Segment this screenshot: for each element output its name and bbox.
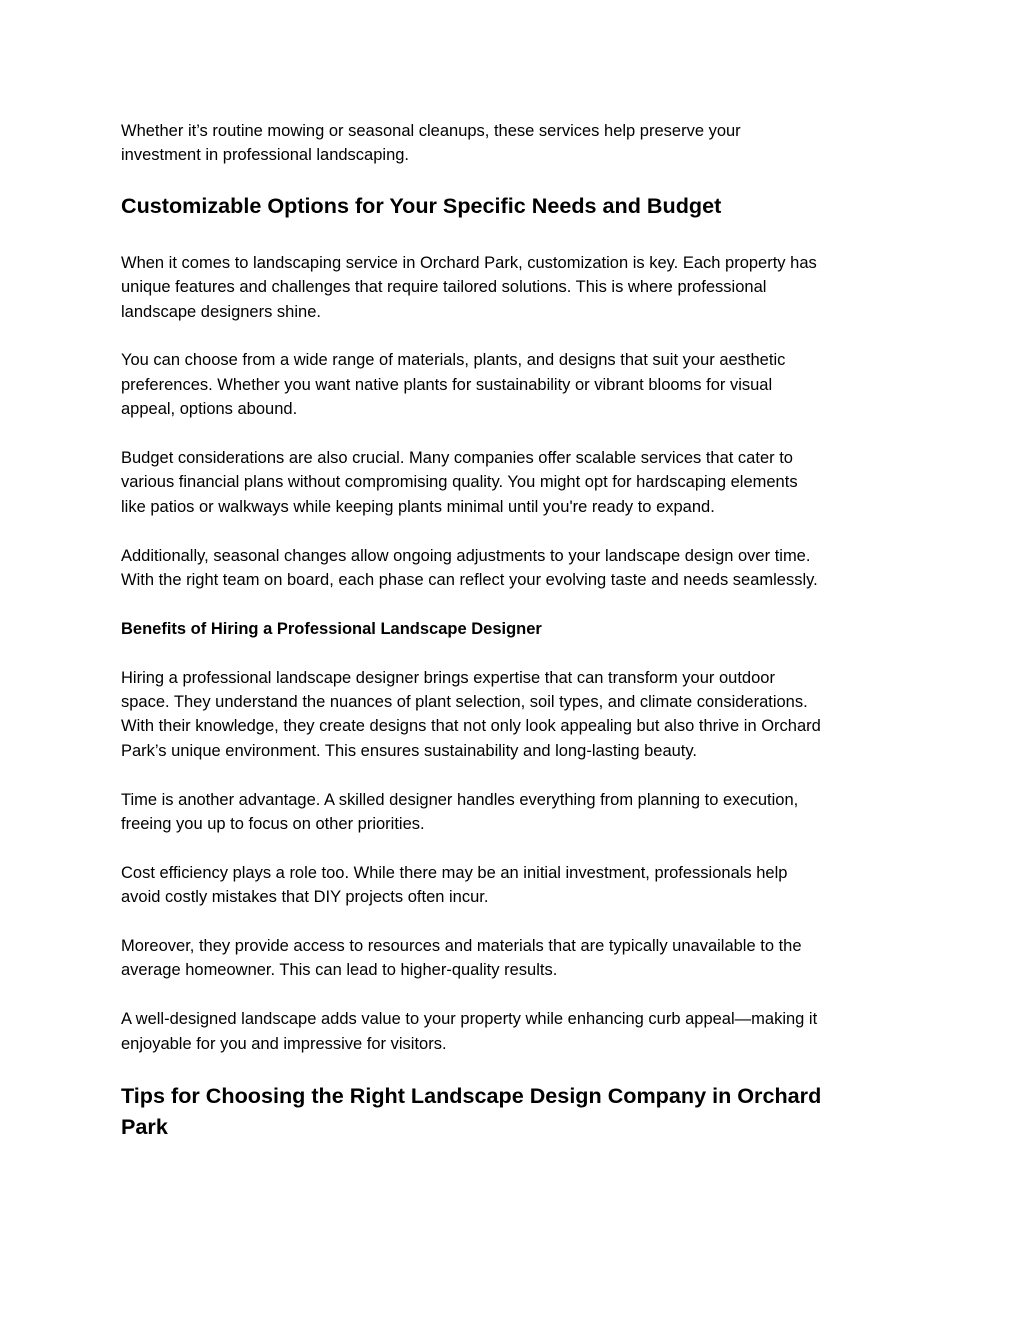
paragraph	[121, 666, 911, 764]
section-heading-customizable: Customizable Options for Your Specific Needs and Budget	[121, 192, 722, 218]
text-line: various financial plans without compromising quality. You might opt for hardscaping elements	[121, 473, 798, 492]
text-line: Hiring a professional landscape designer brings expertise that can transform your outdoor	[121, 668, 775, 687]
paragraph	[121, 446, 911, 519]
text-line: avoid costly mistakes that DIY projects often incur.	[121, 888, 489, 907]
text-line: Cost efficiency plays a role too. While there may be an initial investment, professionals help	[121, 863, 788, 882]
paragraph	[121, 1007, 911, 1056]
paragraph	[121, 788, 911, 837]
heading-line: Park	[121, 1114, 168, 1140]
text-line: investment in professional landscaping.	[121, 146, 410, 165]
text-line: like patios or walkways while keeping plants minimal until you're ready to expand.	[121, 497, 715, 516]
text-line: Moreover, they provide access to resources and materials that are typically unavailable to the	[121, 937, 802, 956]
paragraph	[121, 861, 911, 910]
text-line: space. They understand the nuances of plant selection, soil types, and climate considerations.	[121, 693, 808, 712]
text-line: enjoyable for you and impressive for visitors.	[121, 1034, 447, 1053]
paragraph	[121, 544, 911, 593]
text-line: With the right team on board, each phase can reflect your evolving taste and needs seamlessly.	[121, 571, 818, 590]
text-line: When it comes to landscaping service in Orchard Park, customization is key. Each property has	[121, 253, 817, 272]
section-heading-tips	[121, 1080, 911, 1142]
text-line: landscape designers shine.	[121, 302, 321, 321]
text-line: Budget considerations are also crucial. Many companies offer scalable services that cater to	[121, 449, 793, 468]
paragraph	[121, 348, 911, 421]
intro-paragraph	[121, 119, 911, 168]
text-line: unique features and challenges that require tailored solutions. This is where professional	[121, 278, 767, 297]
text-line: Whether it’s routine mowing or seasonal cleanups, these services help preserve your	[121, 122, 741, 140]
text-line: average homeowner. This can lead to higher-quality results.	[121, 961, 558, 980]
heading-line: Tips for Choosing the Right Landscape Design Company in Orchard	[121, 1083, 822, 1109]
text-line: appeal, options abound.	[121, 400, 298, 419]
text-line: preferences. Whether you want native plants for sustainability or vibrant blooms for visual	[121, 375, 773, 394]
paragraph	[121, 251, 911, 324]
text-line: With their knowledge, they create designs that not only look appealing but also thrive in Orchard	[121, 717, 821, 736]
paragraph	[121, 934, 911, 983]
document-page	[121, 119, 911, 1142]
text-line: Time is another advantage. A skilled designer handles everything from planning to execution,	[121, 790, 799, 809]
text-line: Park’s unique environment. This ensures sustainability and long-lasting beauty.	[121, 741, 698, 760]
text-line: Additionally, seasonal changes allow ongoing adjustments to your landscape design over time.	[121, 546, 811, 565]
text-line: freeing you up to focus on other priorities.	[121, 815, 425, 834]
text-line: A well-designed landscape adds value to your property while enhancing curb appeal—making it	[121, 1010, 818, 1029]
text-line: You can choose from a wide range of materials, plants, and designs that suit your aesthetic	[121, 351, 786, 370]
section-heading-benefits: Benefits of Hiring a Professional Landscape Designer	[121, 619, 542, 638]
